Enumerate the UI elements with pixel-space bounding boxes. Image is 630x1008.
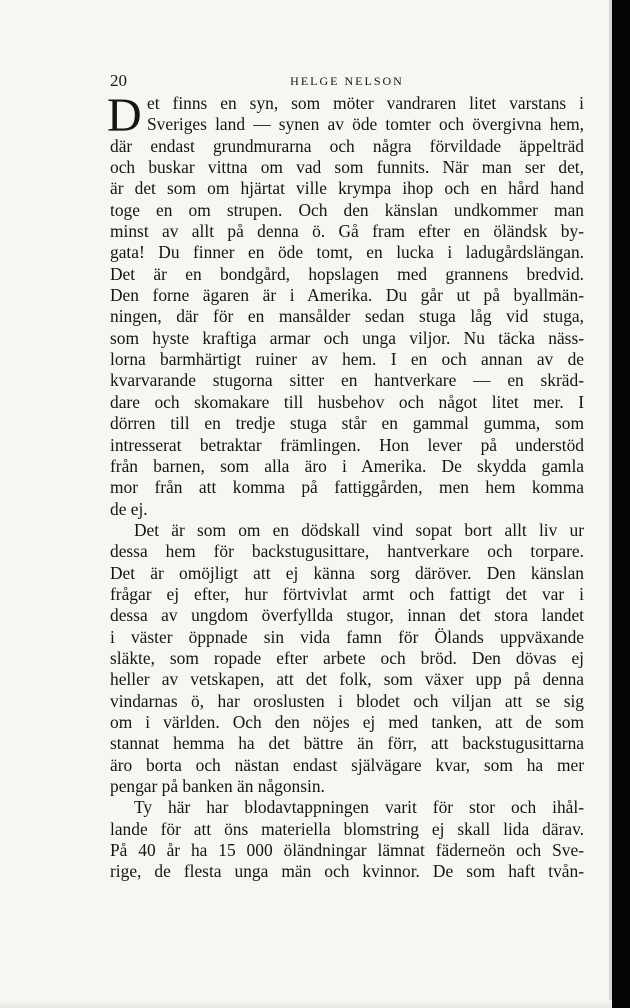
text-line: dessa hem för backstugusittare, hantverkare och torpare. xyxy=(110,541,584,562)
text-line: som hyste kraftiga armar och unga viljor. Nu täcka näss- xyxy=(110,327,584,348)
text-line: et finns en syn, som möter vandraren litet varstans i xyxy=(147,93,584,113)
running-head: HELGE NELSON xyxy=(290,74,404,88)
text-line: frågar ej efter, hur förtvivlat armt och fattigt det var i xyxy=(110,583,584,604)
text-line: vindarnas ö, har oroslusten i blodet och viljan att se sig xyxy=(110,690,584,711)
text-line: Det är omöjligt att ej känna sorg däröver. Den känslan xyxy=(110,562,584,583)
text-line: dare och skomakare till husbehov och något litet mer. I xyxy=(110,391,584,412)
text-line: dessa av ungdom överfyllda stugor, innan det stora landet xyxy=(110,605,584,626)
text-line: intresserat betraktar främlingen. Hon lever på understöd xyxy=(110,434,584,455)
text-line: På 40 år ha 15 000 öländningar lämnat fäderneön och Sve- xyxy=(110,840,584,861)
text-line: kvarvarande stugorna sitter en hantverkare — en skräd- xyxy=(110,370,584,391)
text-line: är det som om hjärtat ville krympa ihop och en hård hand xyxy=(110,178,584,199)
text-line: Ty här har blodavtappningen varit för stor och ihål- xyxy=(134,797,584,818)
text-line: lande för att öns materiella blomstring ej skall lida därav. xyxy=(110,818,584,839)
text-line: äro borta och nästan endast självägare kvar, som ha mer xyxy=(110,754,584,775)
text-line: från barnen, som alla äro i Amerika. De skydda gamla xyxy=(110,455,584,476)
page-bottom-shadow xyxy=(0,1000,612,1008)
text-line: minst av allt på denna ö. Gå fram efter en öländsk by- xyxy=(110,221,584,242)
text-line: pengar på banken än någonsin. xyxy=(110,776,325,796)
text-line: rige, de flesta unga män och kvinnor. De som haft tvån- xyxy=(110,861,584,882)
text-line: heller av vetskapen, att det folk, som växer upp på denna xyxy=(110,669,584,690)
page-number: 20 xyxy=(110,71,127,90)
text-line: de ej. xyxy=(110,498,148,519)
body-text xyxy=(107,89,584,883)
text-line: där endast grundmurarna och några förvildade äppelträd xyxy=(110,135,584,156)
text-line: Det är en bondgård, hopslagen med grannens bredvid. xyxy=(110,263,584,284)
text-line: dörren till en tredje stuga står en gammal gumma, som xyxy=(110,413,584,434)
text-line: lorna barmhärtigt ruiner av hem. I en och annan av de xyxy=(110,349,584,370)
text-line: Sveriges land — synen av öde tomter och övergivna hem, xyxy=(147,114,584,135)
text-line: gata! Du finner en öde tomt, en lucka i ladugårdslängan. xyxy=(110,242,584,263)
drop-cap: D xyxy=(107,89,142,142)
text-line: mor från att komma på fattiggården, men hem komma xyxy=(110,477,584,498)
text-line: Den forne ägaren är i Amerika. Du går ut på byallmän- xyxy=(110,285,584,306)
text-line: och buskar vittna om vad som funnits. När man ser det, xyxy=(110,157,584,178)
text-line: toge en om strupen. Och den känslan undkommer man xyxy=(110,199,584,220)
text-line: släkte, som ropade efter arbete och bröd. Den dövas ej xyxy=(110,647,584,668)
text-line: stannat hemma ha det bättre än förr, att backstugusittarna xyxy=(110,733,584,754)
text-line: ningen, där för en mansålder sedan stuga låg vid stuga, xyxy=(110,306,584,327)
text-line: i väster öppnade sin vida famn för Ölands uppväxande xyxy=(110,626,584,647)
scan-right-edge xyxy=(612,0,630,1008)
page-header xyxy=(110,71,584,91)
text-line: om i världen. Och den nöjes ej med tanken, att de som xyxy=(110,711,584,732)
text-line: Det är som om en dödskall vind sopat bort allt liv ur xyxy=(134,519,584,540)
